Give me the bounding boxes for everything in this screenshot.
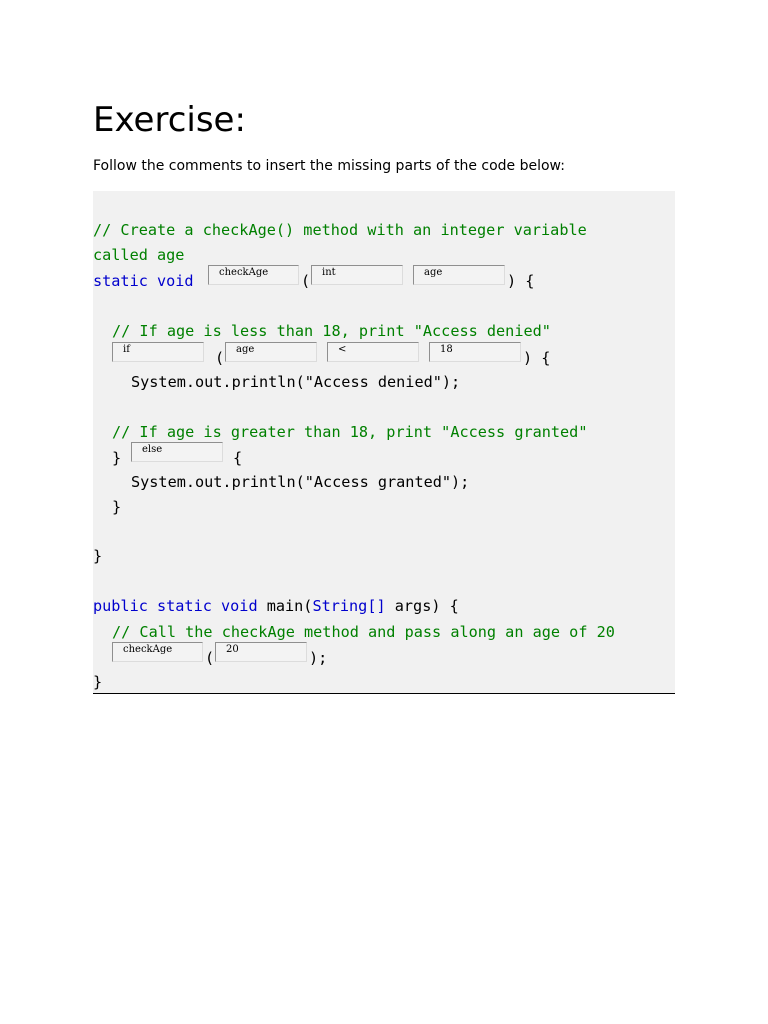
call-close-semicolon: ); bbox=[309, 649, 328, 667]
else-open-brace: { bbox=[233, 449, 243, 467]
close-paren-brace: ) { bbox=[507, 272, 535, 290]
comment-if-less: // If age is less than 18, print "Access denied" bbox=[112, 322, 551, 340]
main-args: args) { bbox=[385, 597, 459, 615]
comment-call-method: // Call the checkAge method and pass along an age of 20 bbox=[112, 623, 615, 641]
blank-condition-left[interactable]: age bbox=[225, 342, 317, 362]
blank-condition-operator[interactable]: < bbox=[327, 342, 419, 362]
open-paren: ( bbox=[301, 272, 311, 290]
print-access-denied: System.out.println("Access denied"); bbox=[131, 373, 461, 391]
blank-condition-right[interactable]: 18 bbox=[429, 342, 521, 362]
main-close-brace: } bbox=[93, 673, 103, 691]
keyword-string-array: String[] bbox=[312, 597, 386, 615]
keyword-public-static-void: public static void bbox=[93, 597, 258, 615]
blank-method-name[interactable]: checkAge bbox=[208, 265, 299, 285]
main-name: main( bbox=[257, 597, 313, 615]
if-close-brace: } bbox=[112, 449, 122, 467]
if-close-paren-brace: ) { bbox=[523, 349, 551, 367]
comment-if-greater: // If age is greater than 18, print "Access granted" bbox=[112, 423, 588, 441]
comment-create-method-cont: called age bbox=[93, 246, 185, 264]
keyword-static-void: static void bbox=[93, 272, 194, 290]
main-method-signature bbox=[93, 594, 459, 619]
if-open-paren: ( bbox=[215, 349, 225, 367]
exercise-instruction: Follow the comments to insert the missing parts of the code below: bbox=[93, 158, 565, 174]
else-close-brace: } bbox=[112, 498, 122, 516]
blank-call-argument[interactable]: 20 bbox=[215, 642, 307, 662]
comment-create-method: // Create a checkAge() method with an integer variable bbox=[93, 221, 587, 239]
blank-if-keyword[interactable]: if bbox=[112, 342, 204, 362]
blank-param-type[interactable]: int bbox=[311, 265, 403, 285]
blank-call-method-name[interactable]: checkAge bbox=[112, 642, 203, 662]
blank-param-name[interactable]: age bbox=[413, 265, 505, 285]
method-close-brace: } bbox=[93, 547, 103, 565]
call-open-paren: ( bbox=[205, 649, 215, 667]
blank-else-keyword[interactable]: else bbox=[131, 442, 223, 462]
exercise-title: Exercise: bbox=[93, 100, 246, 140]
print-access-granted: System.out.println("Access granted"); bbox=[131, 473, 470, 491]
